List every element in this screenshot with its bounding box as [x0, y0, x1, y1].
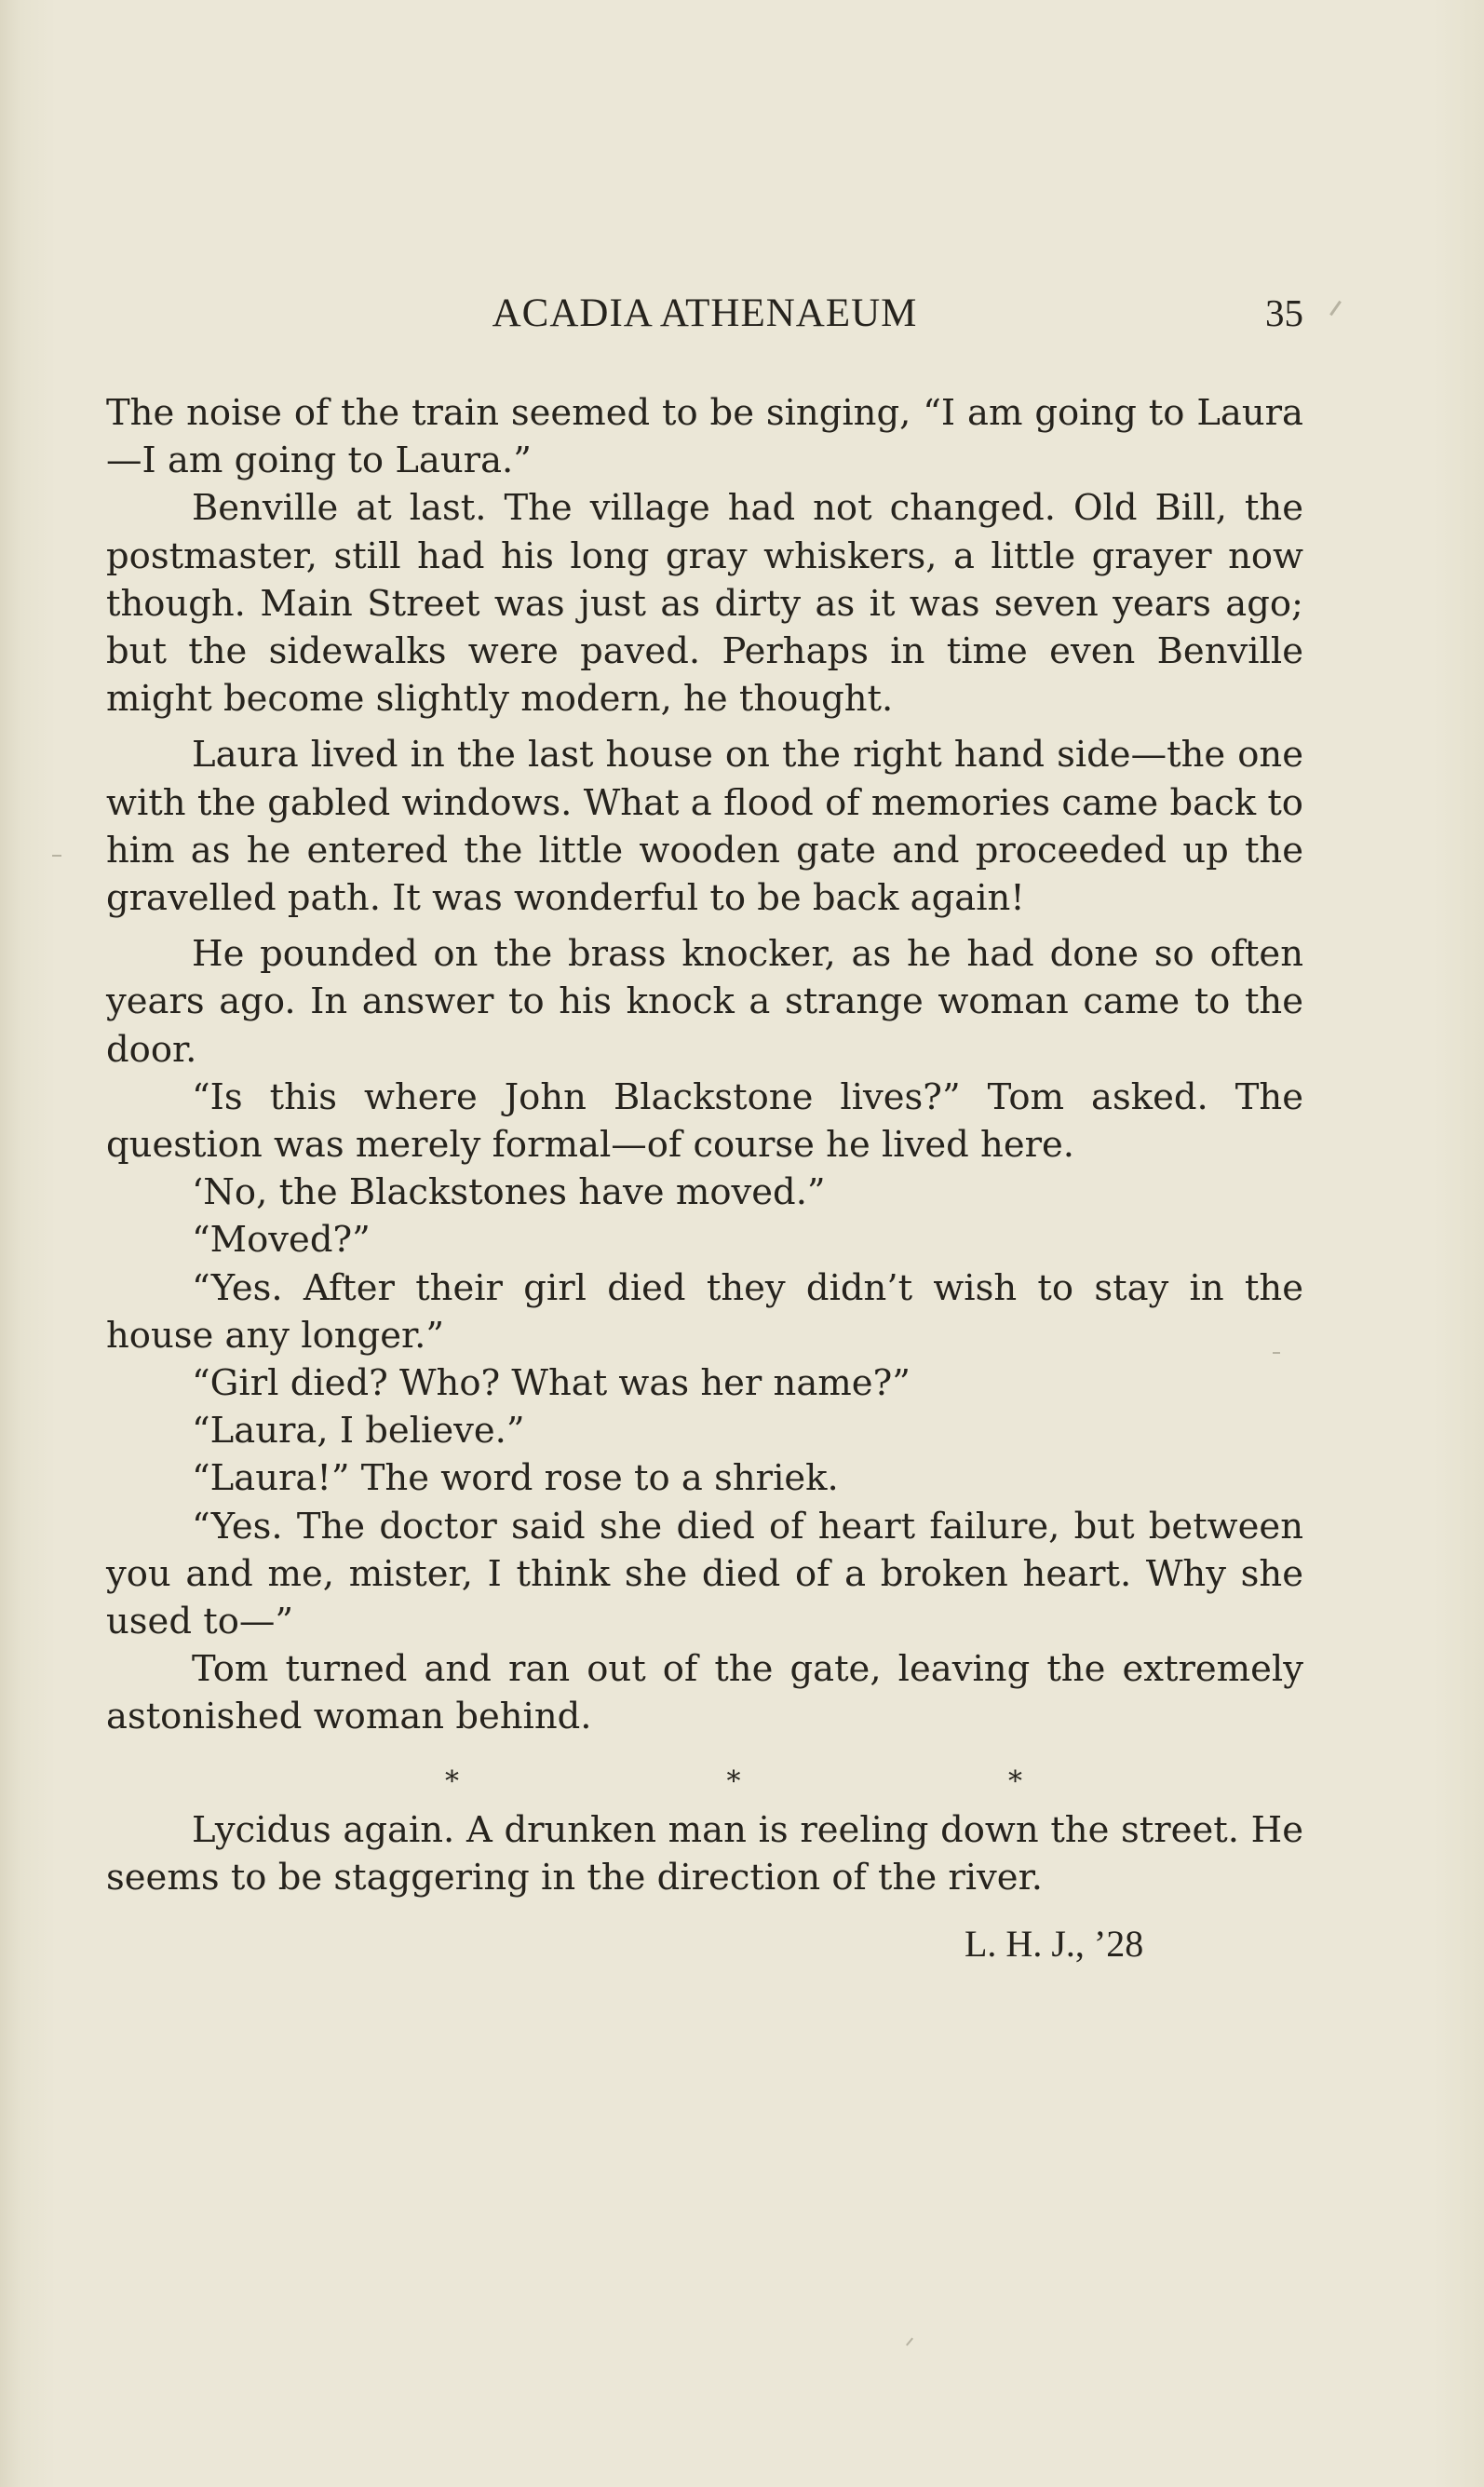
asterisk: * — [1008, 1764, 1022, 1798]
paragraph: He pounded on the brass knocker, as he had done so often years ago. In answer to his knock a strange woman came to the door. — [106, 933, 1303, 1071]
asterisk: * — [726, 1764, 741, 1798]
paper-mark — [52, 855, 61, 857]
story-text — [106, 389, 1303, 1968]
paper-mark — [1329, 301, 1342, 316]
dialogue-line: “Laura!” The word rose to a shriek. — [192, 1457, 839, 1500]
paragraph: Laura lived in the last house on the right hand side—the one with the gabled windows. What a flood of memories came back to him as he entered the little wooden gate and proceeded up the gravelled path. It was wonderful to be back again! — [106, 734, 1303, 920]
author-signature: L. H. J., ’28 — [965, 1923, 1144, 1966]
paragraph: Tom turned and ran out of the gate, leaving the extremely astonished woman behind. — [106, 1648, 1303, 1738]
dialogue-line: “Laura, I believe.” — [192, 1410, 525, 1453]
dialogue-line: “Girl died? Who? What was her name?” — [192, 1362, 911, 1405]
section-break — [445, 1758, 1022, 1806]
dialogue-line: “Moved?” — [192, 1219, 371, 1262]
page-header — [106, 291, 1303, 346]
dialogue-line: “Yes. After their girl died they didn’t wish to stay in the house any longer.” — [106, 1266, 1303, 1357]
dialogue-line: ‘No, the Blackstones have moved.” — [192, 1171, 826, 1214]
paper-mark — [1273, 1352, 1280, 1354]
paragraph: Benville at last. The village had not changed. Old Bill, the postmaster, still had his long gray whiskers, a little grayer now though. Main Street was just as dirty as it was seven years ago; but the sidewalks were paved. Perhaps in time even Benville might become slightly modern, he thought. — [106, 487, 1303, 721]
running-title: ACADIA ATHENAEUM — [492, 291, 918, 335]
dialogue-line: “Yes. The doctor said she died of heart failure, but between you and me, mister, I think she died of a broken heart. Why she used to—” — [106, 1505, 1303, 1643]
paper-mark — [906, 2338, 913, 2346]
asterisk: * — [445, 1764, 459, 1798]
page-number: 35 — [1265, 291, 1303, 334]
paragraph: The noise of the train seemed to be singing, “I am going to Laura—I am going to Laura.” — [106, 392, 1303, 482]
closing-paragraph: Lycidus again. A drunken man is reeling down the street. He seems to be staggering in the direction of the river. — [106, 1808, 1303, 1899]
dialogue-line: “Is this where John Blackstone lives?” Tom asked. The question was merely formal—of course he lived here. — [106, 1075, 1303, 1167]
